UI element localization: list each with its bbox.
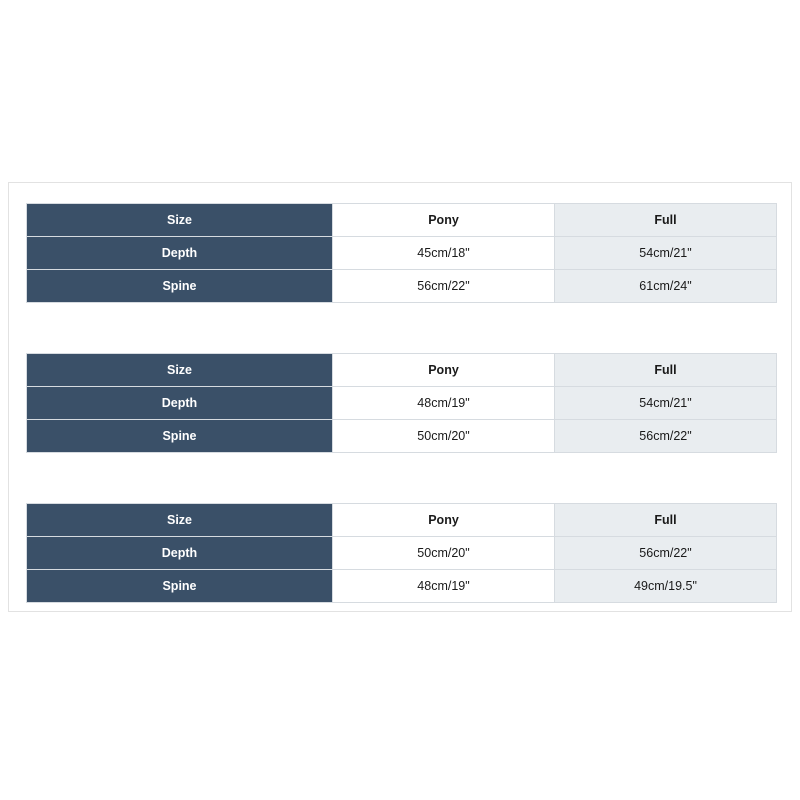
cell-spine-pony: 48cm/19" <box>333 570 555 603</box>
column-header-pony: Pony <box>333 504 555 537</box>
cell-depth-full: 54cm/21" <box>555 237 777 270</box>
row-label-spine: Spine <box>27 270 333 303</box>
table-header-row <box>27 204 777 237</box>
column-header-full: Full <box>555 204 777 237</box>
document-page <box>8 182 792 612</box>
table-row <box>27 237 777 270</box>
size-chart-table-2 <box>26 353 777 453</box>
column-header-size: Size <box>27 354 333 387</box>
cell-spine-full: 61cm/24" <box>555 270 777 303</box>
row-label-depth: Depth <box>27 387 333 420</box>
cell-spine-full: 56cm/22" <box>555 420 777 453</box>
column-header-full: Full <box>555 504 777 537</box>
row-label-spine: Spine <box>27 570 333 603</box>
column-header-pony: Pony <box>333 354 555 387</box>
cell-depth-full: 54cm/21" <box>555 387 777 420</box>
size-chart-table-1 <box>26 203 777 303</box>
cell-spine-pony: 56cm/22" <box>333 270 555 303</box>
cell-depth-pony: 50cm/20" <box>333 537 555 570</box>
cell-spine-full: 49cm/19.5" <box>555 570 777 603</box>
cell-depth-pony: 48cm/19" <box>333 387 555 420</box>
row-label-depth: Depth <box>27 537 333 570</box>
table-row <box>27 420 777 453</box>
column-header-size: Size <box>27 504 333 537</box>
table-header-row <box>27 354 777 387</box>
column-header-full: Full <box>555 354 777 387</box>
column-header-pony: Pony <box>333 204 555 237</box>
size-tables-container <box>9 183 791 603</box>
cell-depth-pony: 45cm/18" <box>333 237 555 270</box>
row-label-spine: Spine <box>27 420 333 453</box>
table-row <box>27 387 777 420</box>
row-label-depth: Depth <box>27 237 333 270</box>
table-row <box>27 537 777 570</box>
size-chart-table-3 <box>26 503 777 603</box>
cell-spine-pony: 50cm/20" <box>333 420 555 453</box>
cell-depth-full: 56cm/22" <box>555 537 777 570</box>
table-row <box>27 270 777 303</box>
table-row <box>27 570 777 603</box>
column-header-size: Size <box>27 204 333 237</box>
table-header-row <box>27 504 777 537</box>
